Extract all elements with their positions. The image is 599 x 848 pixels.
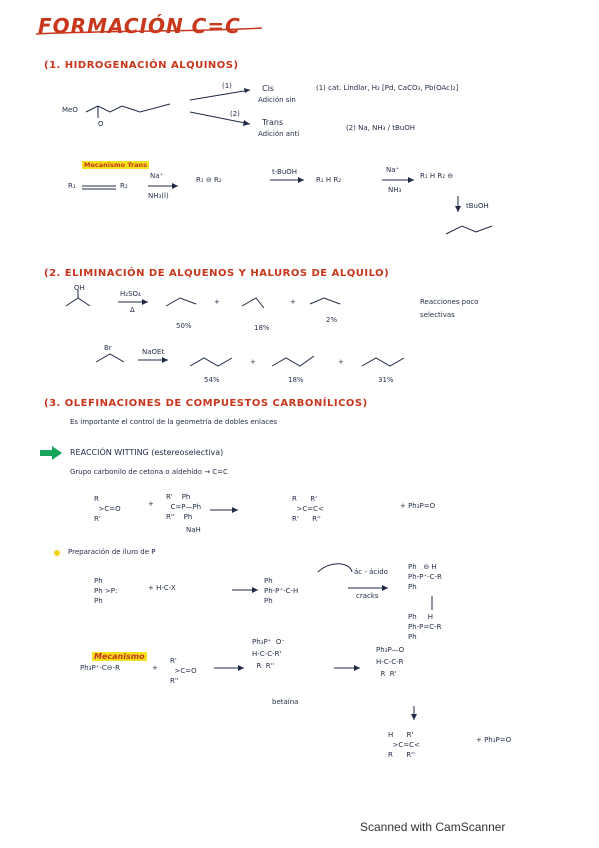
yield-2: 18% <box>254 324 270 332</box>
acid-base-label: ác - ácido <box>354 568 388 576</box>
plus-1: + <box>214 298 220 306</box>
prep-title: Preparación de iluro de P <box>68 548 156 556</box>
plus-6: + <box>152 664 158 672</box>
plus-2: + <box>290 298 296 306</box>
betaine-label: betaína <box>272 698 299 706</box>
oh-label: OH <box>74 284 85 292</box>
route2-product: Trans <box>262 118 284 127</box>
acid-base-label-2: cracks <box>356 592 379 600</box>
wittig-description: Grupo carbonilo de cetona o aldehído → C=C <box>70 468 228 476</box>
wittig-title: REACCIÓN WITTING (estereoselectiva) <box>70 448 224 457</box>
route1-num: (1) <box>222 82 232 90</box>
ketone-left: R >C=O R' <box>94 495 121 523</box>
mech-r1: R₁ <box>68 182 76 190</box>
route1-conditions: (1) cat. Lindlar, H₂ [Pd, CaCO₃, Pb(OAc)₂] <box>316 84 459 92</box>
route2-conditions: (2) Na, NH₃ / tBuOH <box>346 124 415 132</box>
triphenylphosphine: Ph Ph >P: Ph <box>94 577 118 605</box>
yield-3: 2% <box>326 316 338 324</box>
phosphonium: Ph Ph-P⁺-C-H Ph <box>264 577 299 605</box>
start-label: MeO <box>62 106 78 114</box>
mech-reagent3-bottom: NH₃ <box>388 186 402 194</box>
radical-anion: R₁ ⊖ R₂ <box>196 176 222 184</box>
section-3-heading: (3. OLEFINACIONES DE COMPUESTOS CARBONÍLICOS) <box>44 398 368 409</box>
oxaphosphetane: Ph₃P—O H-C-C-R R R' <box>376 646 405 678</box>
betaine-structure: Ph₃P⁺ O⁻ H-C-C-R' R R'' <box>252 638 286 670</box>
final-alkene: H R' >C=C< R R'' <box>388 731 420 759</box>
route1-note: Adición sin <box>258 96 296 104</box>
yield-4: 54% <box>204 376 220 384</box>
mechanism-label: Mecanismo <box>94 652 145 661</box>
mech-reagent3-top: Na⁺ <box>386 166 400 174</box>
byproduct: + Ph₃P=O <box>400 502 436 510</box>
bullet-dot <box>54 550 60 556</box>
alkene-product: R R' >C=C< R' R'' <box>292 495 324 523</box>
green-arrow-icon <box>40 446 62 460</box>
plus-5: + <box>148 500 154 508</box>
final-byproduct: + Ph₃P=O <box>476 736 512 744</box>
camscanner-watermark: Scanned with CamScanner <box>360 820 506 834</box>
route1-product: Cis <box>262 84 274 93</box>
s2-note: Reacciones poco selectivas <box>420 298 479 319</box>
page-title: FORMACIÓN C=C <box>38 14 241 38</box>
yield-1: 50% <box>176 322 192 330</box>
intermediate-1: R₁ H R₂ <box>316 176 342 184</box>
ylide: R' Ph C=P—Ph R'' Ph <box>166 493 202 521</box>
mech-reagent1-top: Na⁺ <box>150 172 164 180</box>
ylide-resonance-2: Ph H Ph-P=C-R Ph <box>408 613 442 641</box>
s2-heat: Δ <box>130 306 135 314</box>
ylide-resonance-1: Ph ⊖ H Ph-P⁺-C-R Ph <box>408 563 442 591</box>
base-label: NaH <box>186 526 201 534</box>
route2-num: (2) <box>230 110 240 118</box>
section-2-heading: (2. ELIMINACIÓN DE ALQUENOS Y HALUROS DE ALQUILO) <box>44 268 390 279</box>
s2-reagent2: NaOEt <box>142 348 165 356</box>
br-label: Br <box>104 344 112 352</box>
mech-reagent2: t-BuOH <box>272 168 298 176</box>
carbonyl-o: O <box>98 120 104 128</box>
yield-6: 31% <box>378 376 394 384</box>
mech-r2: R₂ <box>120 182 128 190</box>
alkyl-halide: + H-C-X <box>148 584 176 592</box>
mech-trans-label: Mecanismo Trans <box>84 161 148 169</box>
route2-note: Adición anti <box>258 130 300 138</box>
yield-5: 18% <box>288 376 304 384</box>
mech-final-reagent: tBuOH <box>466 202 489 210</box>
s3-intro: Es importante el control de la geometría de dobles enlaces <box>70 418 278 426</box>
mech-reagent1-bottom: NH₃(l) <box>148 192 169 200</box>
section-1-heading: (1. HIDROGENACIÓN ALQUINOS) <box>44 60 239 71</box>
mech-ketone: R' >C=O R'' <box>170 657 197 685</box>
plus-3: + <box>250 358 256 366</box>
intermediate-2: R₁ H R₂ ⊖ <box>420 172 454 180</box>
s2-reagent1: H₂SO₄ <box>120 290 141 298</box>
mech-ylide: Ph₃P⁺-C⊖-R <box>80 664 121 672</box>
plus-4: + <box>338 358 344 366</box>
